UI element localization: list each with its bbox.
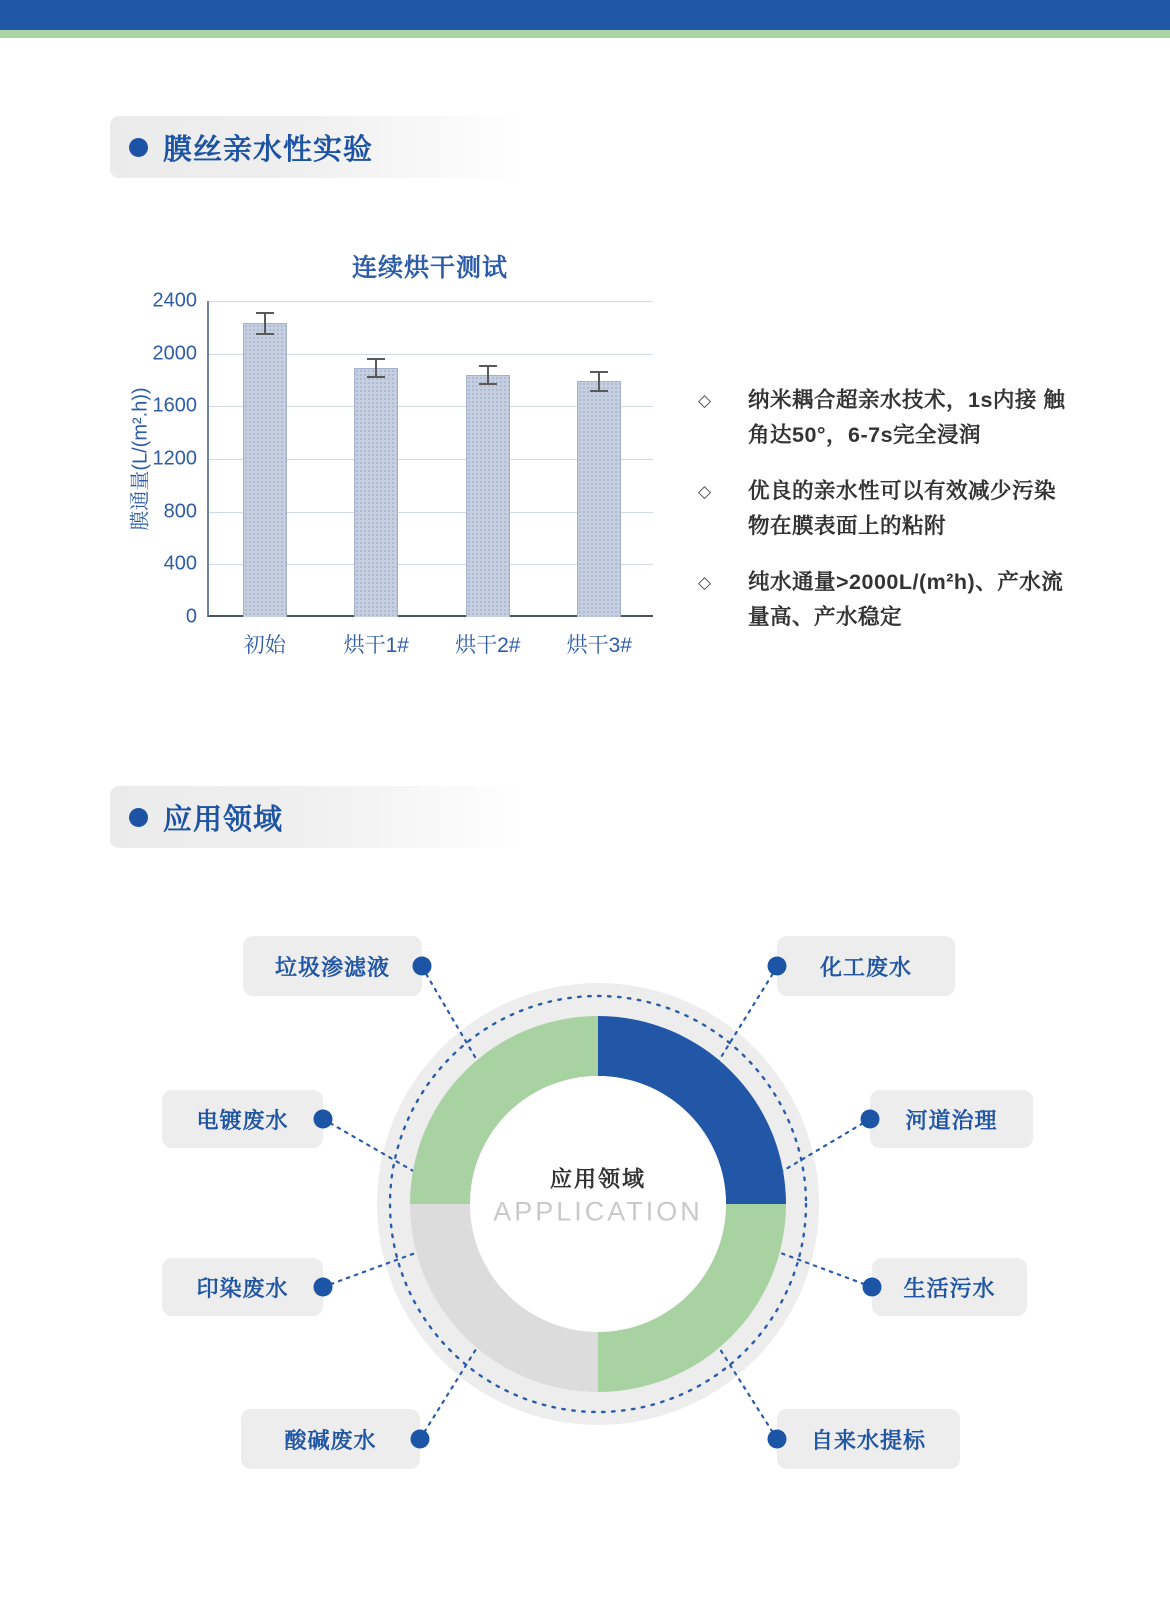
- y-axis-tick: 2400: [152, 289, 197, 312]
- bullet-text: 量高、产水稳定: [748, 605, 903, 629]
- application-label-landfill-leachate: [243, 936, 422, 996]
- connector-dot-icon: [314, 1278, 333, 1297]
- connector-dot-icon: [863, 1278, 882, 1297]
- label-text: 生活污水: [903, 1275, 996, 1301]
- bullet-text: 角达50°，6-7s完全浸润: [748, 423, 982, 447]
- chart-title: 连续烘干测试: [351, 254, 508, 282]
- bullet-text: 纳米耦合超亲水技术，1s内接 触: [748, 388, 1066, 412]
- diamond-bullet-icon: ◇: [698, 573, 712, 592]
- section-title: 应用领域: [163, 803, 284, 836]
- label-text: 河道治理: [905, 1107, 998, 1133]
- application-label-tap-water-upgrade: [777, 1409, 960, 1469]
- label-text: 电镀废水: [196, 1107, 289, 1133]
- y-axis-tick: 0: [185, 605, 197, 628]
- y-axis-tick: 1600: [152, 394, 197, 417]
- y-axis-tick: 2000: [152, 342, 197, 365]
- connector-dot-icon: [413, 957, 432, 976]
- bullet-text: 纯水通量>2000L/(m²h)、产水流: [748, 570, 1064, 594]
- connector-dot-icon: [768, 957, 787, 976]
- y-axis-tick: 1200: [152, 447, 197, 470]
- label-text: 自来水提标: [810, 1427, 926, 1453]
- label-text: 化工废水: [819, 954, 912, 980]
- diamond-bullet-icon: ◇: [698, 482, 712, 501]
- x-axis-category-label: 烘干1#: [343, 634, 409, 657]
- connector-dot-icon: [411, 1430, 430, 1449]
- application-label-electroplating-wastewater: [162, 1090, 323, 1148]
- connector-dot-icon: [314, 1110, 333, 1129]
- application-label-domestic-sewage: [872, 1258, 1027, 1316]
- chart-y-axis-label: 膜通量(L/(m².h)): [129, 387, 152, 531]
- connector-dot-icon: [861, 1110, 880, 1129]
- x-axis-category-label: 烘干3#: [566, 634, 632, 657]
- diamond-bullet-icon: ◇: [698, 391, 712, 410]
- label-text: 酸碱废水: [284, 1427, 377, 1453]
- label-text: 印染废水: [196, 1275, 289, 1301]
- bullet-text: 优良的亲水性可以有效减少污染: [748, 479, 1057, 503]
- x-axis-category-label: 烘干2#: [455, 634, 521, 657]
- bullet-text: 物在膜表面上的粘附: [748, 514, 947, 538]
- application-label-river-treatment: [870, 1090, 1033, 1148]
- section-title: 膜丝亲水性实验: [163, 133, 374, 166]
- application-label-chemical-wastewater: [777, 936, 955, 996]
- y-axis-tick: 400: [163, 552, 197, 575]
- diagram-center-subtitle: APPLICATION: [493, 1196, 703, 1227]
- application-label-acid-alkali-wastewater: [241, 1409, 420, 1469]
- application-label-printing-dyeing-wastewater: [162, 1258, 323, 1316]
- diagram-center-title: 应用领域: [549, 1166, 647, 1192]
- x-axis-category-label: 初始: [243, 634, 286, 657]
- connector-dot-icon: [768, 1430, 787, 1449]
- label-text: 垃圾渗滤液: [274, 954, 390, 980]
- y-axis-tick: 800: [163, 500, 197, 523]
